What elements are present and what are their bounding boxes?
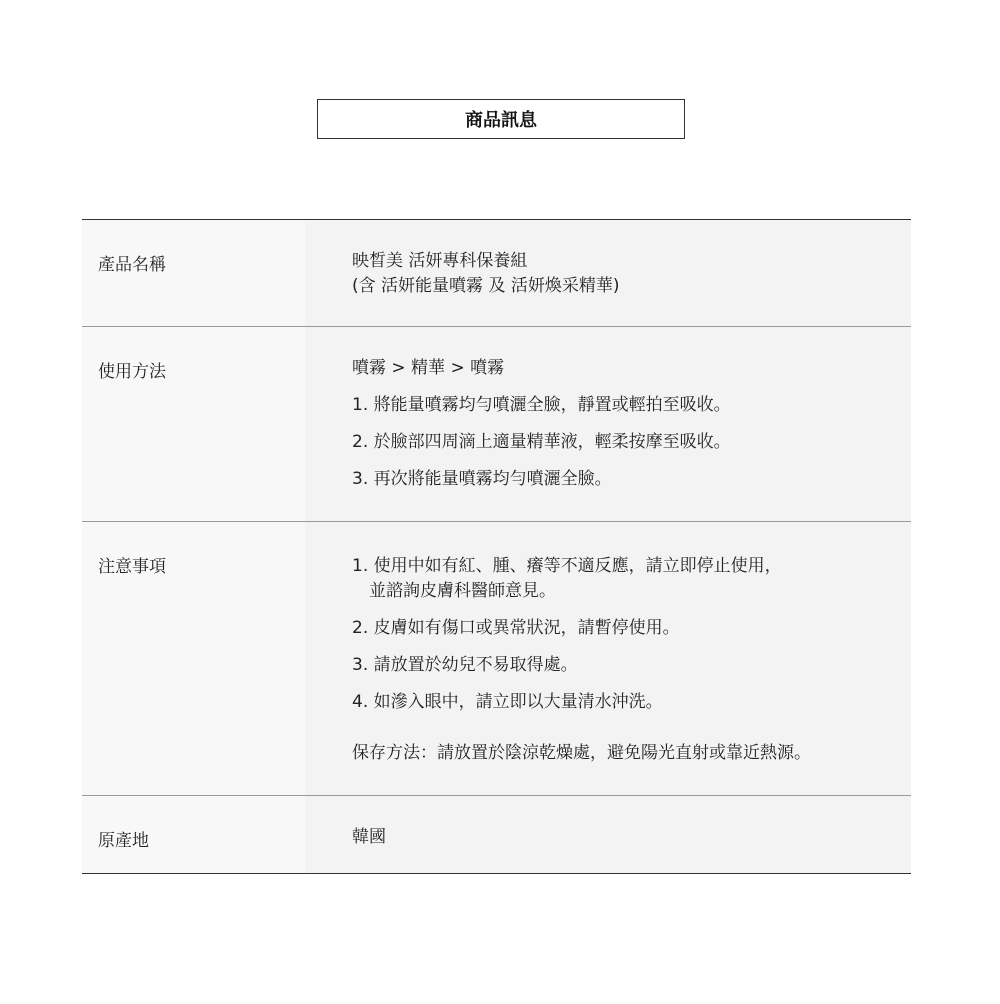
product-info-table bbox=[82, 219, 911, 874]
section-title: 商品訊息 bbox=[317, 99, 685, 139]
usage-step: 2. 於臉部四周滴上適量精華液，輕柔按摩至吸收。 bbox=[352, 432, 731, 452]
row-label: 注意事項 bbox=[82, 522, 305, 795]
row-value bbox=[305, 522, 911, 795]
usage-step: 1. 將能量噴霧均勻噴灑全臉，靜置或輕拍至吸收。 bbox=[352, 395, 731, 415]
origin-value: 韓國 bbox=[352, 827, 386, 847]
usage-step: 3. 再次將能量噴霧均勻噴灑全臉。 bbox=[352, 469, 612, 489]
row-label: 原產地 bbox=[82, 796, 305, 873]
row-precautions bbox=[82, 522, 911, 796]
row-product-name bbox=[82, 220, 911, 327]
precaution-item: 2. 皮膚如有傷口或異常狀況，請暫停使用。 bbox=[352, 618, 680, 638]
row-label: 使用方法 bbox=[82, 327, 305, 521]
row-label: 產品名稱 bbox=[82, 220, 305, 326]
row-origin bbox=[82, 796, 911, 873]
precaution-item-cont: 並諮詢皮膚科醫師意見。 bbox=[369, 581, 556, 601]
usage-sequence: 噴霧 > 精華 > 噴霧 bbox=[352, 358, 505, 378]
row-value bbox=[305, 796, 911, 873]
row-value bbox=[305, 327, 911, 521]
precaution-item: 3. 請放置於幼兒不易取得處。 bbox=[352, 655, 578, 675]
storage-method: 保存方法：請放置於陰涼乾燥處，避免陽光直射或靠近熱源。 bbox=[352, 743, 811, 763]
product-contents: (含 活妍能量噴霧 及 活妍煥采精華) bbox=[352, 276, 620, 296]
precaution-item: 4. 如滲入眼中，請立即以大量清水沖洗。 bbox=[352, 692, 663, 712]
precaution-item: 1. 使用中如有紅、腫、癢等不適反應，請立即停止使用， bbox=[352, 556, 782, 576]
row-value bbox=[305, 220, 911, 326]
row-usage bbox=[82, 327, 911, 522]
product-name: 映晳美 活妍專科保養組 bbox=[352, 251, 528, 271]
